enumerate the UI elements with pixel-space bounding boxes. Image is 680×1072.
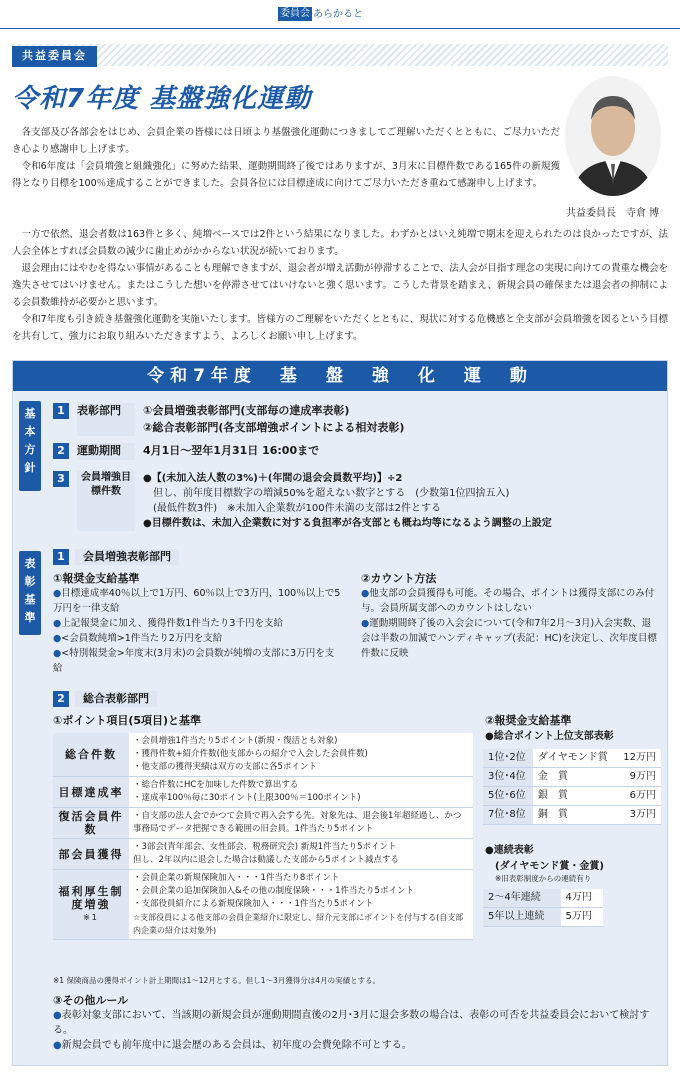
list-item-text: 表彰対象支部において、当該期の新規会員が運動期間直後の2月･3月に退会多数の場合は、表彰の可否を共益委員会において検討する。 — [53, 1010, 650, 1036]
rank-name: 銀 賞 — [533, 787, 616, 806]
top-rule — [0, 28, 680, 29]
campaign-panel — [12, 360, 668, 1066]
table-row — [483, 908, 603, 927]
list-item — [361, 616, 659, 661]
rank-amount: 3万円 — [616, 806, 661, 825]
table-row — [483, 806, 661, 825]
points-title: ①ポイント項目(5項目)と基準 — [53, 714, 202, 727]
list-item — [53, 616, 343, 631]
section-1-num: 1 — [53, 549, 69, 565]
header-tag — [278, 6, 363, 22]
list-item — [53, 646, 343, 676]
intro-paragraph: 令和7年度も引き続き基盤強化運動を実施いたします。皆様方のご理解をいただくとともに、現状に対する危機感と全支部が会員増強を図るという目標を共有して、強力にお取り組みいただきますよう、よろしくお願い申し上げます。 — [12, 314, 668, 342]
points-line: ・他支部の獲得実績は双方の支部に各5ポイント — [133, 762, 317, 772]
other-rules — [53, 993, 659, 1053]
list-item — [361, 586, 659, 616]
points-head: 目標達成率 — [53, 777, 129, 808]
chairman-photo — [565, 76, 661, 196]
intro-paragraph: 退会理由にはやむを得ない事情があることも理解できますが、退会者が増え活動が停滞することで、法人会が目指す理念の実現に向けての貴重な機会を逸失させてはいけません。またはこうした想いを停滞させてはいけないと強く思います。こうした背景を踏まえ、新規会員の確保または退会者の抑制による会員数維持が必要かと思います。 — [12, 263, 668, 308]
policy-line: (最低件数3件) ※未加入企業数が100件未満の支部は2件とする — [153, 503, 441, 514]
streak-sub: (ダイヤモンド賞・金賞) — [495, 861, 604, 872]
policy-line: 4月1日～翌年1月31日 16:00まで — [143, 444, 320, 457]
policy-line: ●目標件数は、未加入企業数に対する負担率が各支部とも概ね均等になるよう調整の上設定 — [143, 518, 552, 529]
rank-cell: 5位･6位 — [483, 787, 533, 806]
list-item-text: <会員数純増>1件当たり2万円を支給 — [61, 633, 223, 644]
intro-text-2 — [12, 226, 668, 345]
policy-label-1: 表彰部門 — [77, 403, 135, 436]
streak-title: ●連続表彰 — [485, 845, 534, 856]
panel-title: 令和7年度 基 盤 強 化 運 動 — [13, 361, 667, 391]
sec1-left-title: ①報奨金支給基準 — [53, 572, 140, 585]
policy-num-2: 2 — [53, 443, 69, 459]
rank-cell: 1位･2位 — [483, 749, 533, 768]
streak-table — [483, 889, 603, 927]
table-row — [53, 777, 473, 808]
table-row — [53, 733, 473, 777]
points-line: ・総合件数にHCを加味した件数で算出する — [133, 780, 299, 790]
section-2-title — [53, 691, 157, 707]
points-line: ・獲得件数+紹介件数(他支部からの紹介で入会した会員件数) — [133, 749, 368, 759]
table-row — [483, 768, 661, 787]
list-item-text: 新規会員でも前年度中に退会歴のある会員は、初年度の会費免除不可とする。 — [61, 1040, 412, 1051]
table-row — [483, 889, 603, 908]
points-head: 総合件数 — [53, 733, 129, 777]
reward-title: ②報奨金支給基準 — [485, 714, 572, 727]
section-1-label: 会員増強表彰部門 — [75, 549, 179, 565]
rank-name: 金 賞 — [533, 768, 616, 787]
award-tab-label: 表彰基準 — [24, 557, 36, 624]
header-tag-box: 委員会 — [280, 8, 310, 19]
policy-num-1: 1 — [53, 403, 69, 419]
points-head-text: 福利厚生制度増強 — [58, 885, 124, 911]
list-item — [53, 1038, 659, 1053]
table-row — [53, 870, 473, 940]
page-title: 令和7年度 基盤強化運動 — [12, 84, 312, 114]
list-item-text: <特別報奨金>年度末(3月末)の会員数が純増の支部に3万円を支給 — [53, 648, 335, 674]
section-2-num: 2 — [53, 691, 69, 707]
rank-name: 銅 賞 — [533, 806, 616, 825]
award-tab — [19, 551, 41, 635]
streak-label: 5年以上連続 — [483, 908, 561, 927]
intro-text — [12, 124, 560, 192]
points-line: ・会員企業の追加保険加入&その他の制度保険・・・1件当たり5ポイント — [133, 886, 414, 896]
list-item-text: 他支部の会員獲得も可能。その場合、ポイントは獲得支部にのみ付与。会員所属支部へのカウントはしない — [361, 588, 655, 614]
streak-label: 2～4年連続 — [483, 889, 561, 908]
points-table — [53, 733, 473, 940]
points-line: ・会員増強1件当たり5ポイント(新規・復活とも対象) — [133, 736, 338, 746]
rank-table — [483, 749, 661, 825]
list-item — [53, 1008, 659, 1038]
points-head: 部会員獲得 — [53, 839, 129, 870]
points-line: ・会員企業の新規保険加入・・・1件当たり8ポイント — [133, 873, 340, 883]
committee-label: 共益委員会 — [12, 46, 97, 67]
policy-label-2: 運動期間 — [77, 443, 135, 460]
rank-cell: 3位･4位 — [483, 768, 533, 787]
points-line: ・3部会(青年部会、女性部会、税務研究会) 新規1件当たり5ポイント — [133, 842, 397, 852]
policy-line: ●【(未加入法人数の3%)＋(年間の退会会員数平均)】÷2 — [143, 473, 403, 484]
header-tag-rest: あらかると — [313, 8, 363, 20]
list-item — [53, 586, 343, 616]
policy-line: ①会員増強表彰部門(支部毎の達成率表彰) — [143, 404, 350, 417]
list-item — [53, 631, 343, 646]
list-item-text: 運動期間終了後の入会会について(令和7年2月～3月)入会実数、退会は半数の加減でハンディキャップ(表記：HC)を決定し、次年度目標件数に反映 — [361, 618, 657, 659]
rank-name: ダイヤモンド賞 — [533, 749, 616, 768]
sec1-right-title: ②カウント方法 — [361, 572, 437, 585]
footnote: ※1 保険商品の獲得ポイント計上期間は1～12月とする。但し1～3月獲得分は4月の実績とする。 — [53, 976, 381, 985]
list-item-text: 上記報奨金に加え、獲得件数1件当たり3千円を支給 — [61, 618, 283, 629]
section-1-title — [53, 549, 179, 565]
rank-amount: 12万円 — [616, 749, 661, 768]
policy-line: 但し、前年度目標数字の増減50%を超えない数字とする (少数第1位四捨五入) — [153, 488, 510, 499]
table-row — [53, 808, 473, 839]
points-line: ・達成率100％毎に30ポイント(上限300％＝100ポイント) — [133, 793, 361, 803]
points-line: ・自支部の法人会でかつて会員で再入会する先。対象先は、退会後1年超経過し、かつ事務局でデータ把握できる範囲の旧会員。1件当たり5ポイント — [133, 811, 462, 834]
rank-amount: 9万円 — [616, 768, 661, 787]
list-item-text: 目標達成率40％以上で1万円、60％以上で3万円、100％以上で5万円を一律支給 — [53, 588, 341, 614]
streak-amount: 5万円 — [561, 908, 603, 927]
sec1-right — [361, 571, 659, 661]
committee-stripe — [12, 44, 668, 66]
intro-paragraph: 令和6年度は「会員増強と組織強化」に努めた結果、運動期間終了後ではありますが、3月末に目標件数である165件の新規獲得となり目標を100％達成することができました。会員各位には目標達成に向けてご尽力いただき重ねて感謝申し上げます。 — [12, 161, 560, 189]
policy-tab-label: 基本方針 — [24, 407, 36, 474]
policy-tab — [19, 401, 41, 491]
table-row — [483, 749, 661, 768]
rank-cell: 7位･8位 — [483, 806, 533, 825]
intro-paragraph: 一方で依然、退会者数は163件と多く、純増ベースでは2件という結果になりました。わずかとはいえ純増で期末を迎えられたのは良かったですが、法人会全体とすれば会員数の減少に歯止めがかからない状況が続いております。 — [12, 229, 668, 257]
policy-line: ②総合表彰部門(各支部増強ポイントによる相対表彰) — [143, 420, 405, 434]
points-line: ☆支部役員による他支部の会員企業紹介に限定し、紹介元支部にポイントを付与する(自支部内企業の紹介は対象外) — [133, 913, 464, 935]
reward-sub: ●総合ポイント上位支部表彰 — [485, 731, 614, 742]
table-row — [483, 787, 661, 806]
points-head — [53, 870, 129, 940]
policy-num-3: 3 — [53, 471, 69, 487]
section-2-label: 総合表彰部門 — [75, 691, 157, 707]
policy-label-3: 会員増強目標件数 — [77, 471, 135, 531]
points-line: 但し、2年以内に退会した場合は動議した支部から5ポイント減点する — [133, 855, 399, 865]
footnote-mark: ※1 — [83, 913, 99, 922]
points-line: ・支部役員紹介による新規保険加入・・・1件当たり5ポイント — [133, 899, 374, 909]
other-title: ③その他ルール — [53, 994, 129, 1007]
rank-amount: 6万円 — [616, 787, 661, 806]
table-row — [53, 839, 473, 870]
intro-paragraph: 各支部及び各部会をはじめ、会員企業の皆様には日頃より基盤強化運動につきましてご理解いただくとともに、ご尽力いただき心より感謝申し上げます。 — [12, 127, 560, 155]
streak-amount: 4万円 — [561, 889, 603, 908]
photo-caption: 共益委員長 寺倉 博 — [566, 208, 660, 219]
sec1-left — [53, 571, 343, 676]
streak-note: ※旧表彰制度からの連続有り — [495, 874, 592, 883]
points-head: 復活会員件数 — [53, 808, 129, 839]
